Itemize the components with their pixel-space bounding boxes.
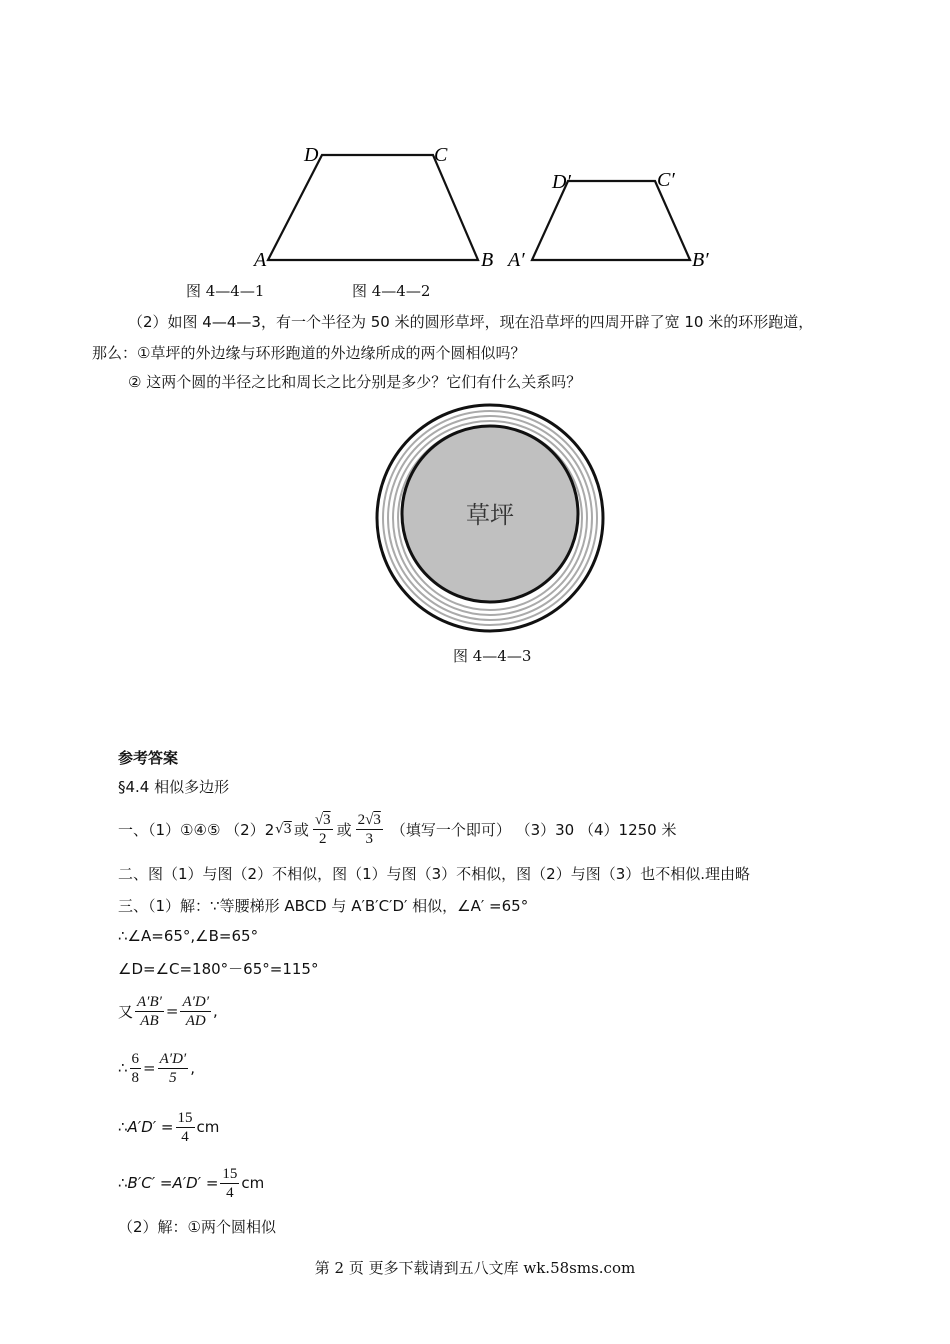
answer-three-line2: ∴∠A=65°,∠B=65°: [118, 927, 259, 945]
answer-one-or1: 或: [293, 820, 309, 839]
problem2-line1: （2）如图 4—4—3，有一个半径为 50 米的圆形草坪，现在沿草坪的四周开辟了宽 10 米的环形跑道，: [128, 313, 814, 331]
answer-one-suffix: （填写一个即可） （3）30 （4）1250 米: [390, 820, 677, 839]
label-a: A: [254, 249, 267, 271]
answer-three-line3: ∠D=∠C=180°－65°=115°: [118, 960, 319, 978]
answers-section-title: §4.4 相似多边形: [118, 778, 230, 796]
answer-three-line8: （2）解：①两个圆相似: [118, 1218, 276, 1236]
answer-one-sqrt: 3: [283, 821, 292, 837]
value-fraction-2: $\frac{15}{4}$: [222, 1165, 238, 1201]
trapezoid-figures: [250, 135, 730, 275]
answer-one-prefix: 一、（1）①④⑤ （2）2: [118, 820, 275, 839]
answer-one: 一、（1）①④⑤ （2）2 √3 或 $\frac{√3}{2}$ 或 $\frac{2√3}{3}$ （填写一个即可） （3）30 （4）1250 米: [118, 811, 677, 847]
caption-fig-4-4-2: 图 4—4—2: [352, 282, 431, 300]
answer-one-or2: 或: [336, 820, 352, 839]
ratio-fraction-3: $\frac{6}{8}$: [131, 1050, 140, 1086]
problem2-line3: ② 这两个圆的半径之比和周长之比分别是多少？它们有什么关系吗？: [128, 373, 582, 391]
ratio-fraction-2: $\frac{A'D'}{AD}$: [182, 993, 210, 1029]
answer-three-line5: ∴ $\frac{6}{8}$ = $\frac{A'D'}{5}$ ,: [118, 1050, 195, 1086]
answer-one-fraction2: $\frac{2√3}{3}$: [357, 811, 381, 847]
caption-fig-4-4-3: 图 4—4—3: [453, 647, 532, 665]
label-b-prime: B′: [692, 249, 709, 271]
label-b: B: [481, 249, 494, 271]
label-d-prime: D′: [552, 171, 571, 193]
label-d: D: [304, 144, 319, 166]
answer-three-line7: ∴B′C′ =A′D′ = $\frac{15}{4}$ cm: [118, 1165, 265, 1201]
lawn-label: 草坪: [466, 501, 514, 529]
answer-one-fraction1: $\frac{√3}{2}$: [314, 811, 331, 847]
caption-fig-4-4-1: 图 4—4—1: [186, 282, 265, 300]
trapezoid-a1b1c1d1: [506, 169, 709, 271]
answer-three-line6: ∴A′D′ = $\frac{15}{4}$ cm: [118, 1109, 220, 1145]
value-fraction-1: $\frac{15}{4}$: [177, 1109, 193, 1145]
label-a-prime: A′: [508, 249, 525, 271]
page-footer: 第 2 页 更多下载请到五八文库 wk.58sms.com: [314, 1259, 636, 1277]
lawn-track-figure: [370, 402, 610, 637]
answers-heading: 参考答案: [118, 749, 179, 767]
ratio-fraction-1: $\frac{A'B'}{AB}$: [137, 993, 162, 1029]
label-c-prime: C′: [657, 169, 675, 191]
answer-two: 二、图（1）与图（2）不相似，图（1）与图（3）不相似，图（2）与图（3）也不相似.理由略: [118, 865, 751, 883]
answer-three-line4: 又 $\frac{A'B'}{AB}$ = $\frac{A'D'}{AD}$ ,: [118, 993, 218, 1029]
answer-three-line1: 三、（1）解：∵等腰梯形 ABCD 与 A′B′C′D′ 相似，∠A′ =65°: [118, 897, 529, 915]
trapezoid-abcd: [252, 144, 493, 271]
ratio-fraction-4: $\frac{A'D'}{5}$: [159, 1050, 187, 1086]
label-c: C: [434, 144, 448, 166]
problem2-line2: 那么：①草坪的外边缘与环形跑道的外边缘所成的两个圆相似吗？: [92, 344, 526, 362]
